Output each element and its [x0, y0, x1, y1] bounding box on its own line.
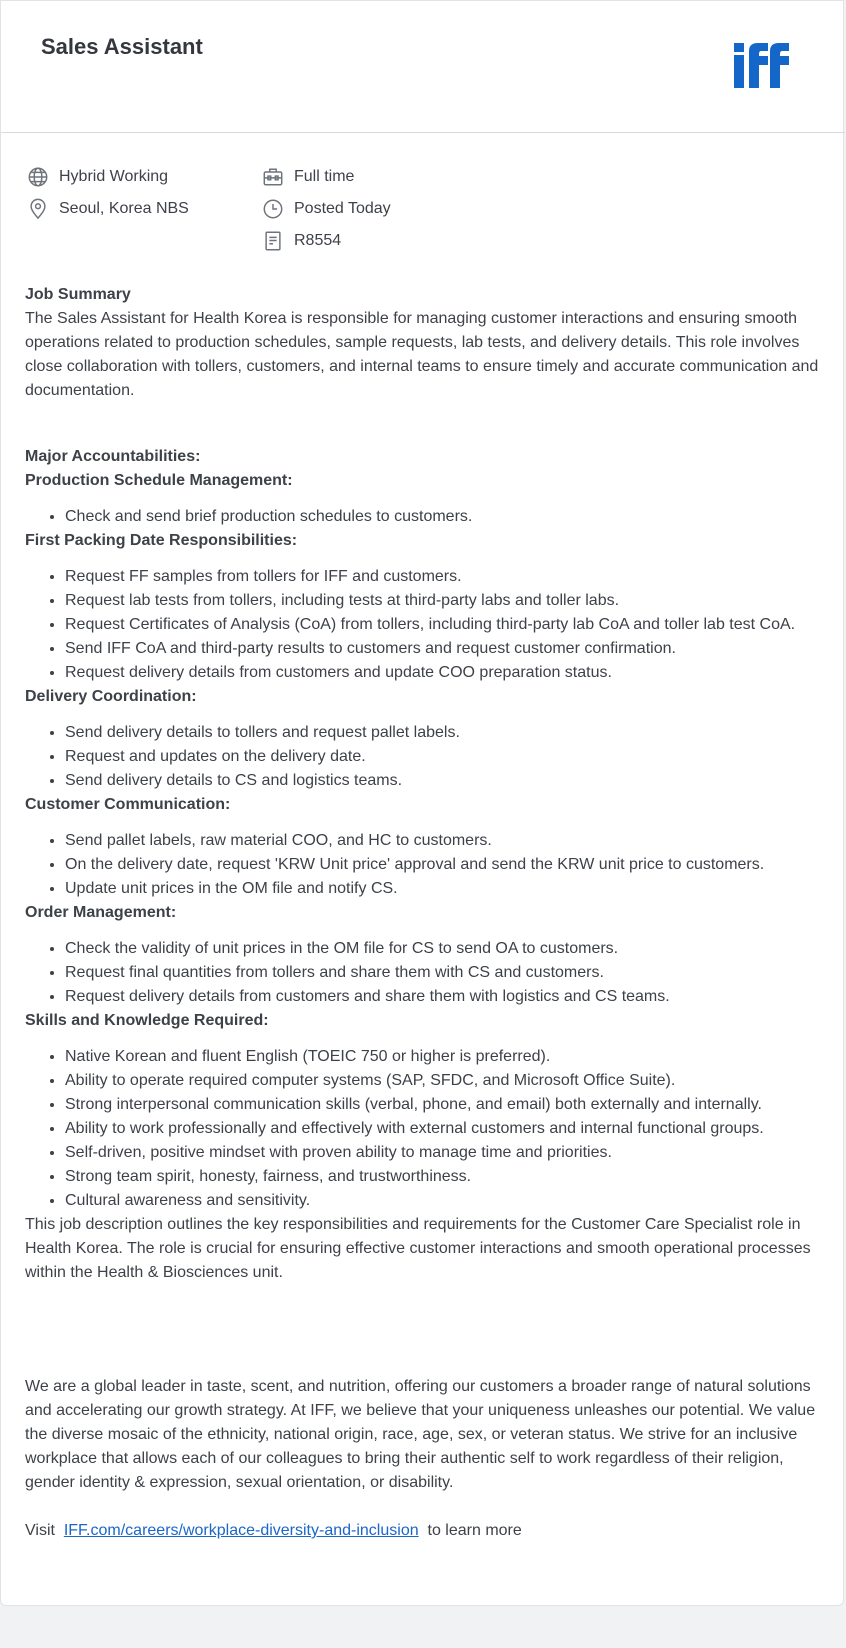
accountability-sections: [25, 469, 825, 1213]
list-item: • Request Certificates of Analysis (CoA) from tollers, including third-party lab CoA and toller lab test CoA.: [65, 613, 825, 637]
job-header: [1, 1, 845, 133]
diversity-inclusion-link[interactable]: IFF.com/careers/workplace-diversity-and-inclusion: [63, 1522, 419, 1539]
list-item: • Ability to work professionally and effectively with external customers and internal functional groups.: [65, 1117, 825, 1141]
section-heading: Production Schedule Management:: [25, 472, 293, 489]
section-list: [25, 565, 825, 685]
requisition-id: [262, 229, 341, 253]
section-list: [25, 721, 825, 793]
section-heading: Delivery Coordination:: [25, 688, 197, 705]
list-item: • Strong team spirit, honesty, fairness, and trustworthiness.: [65, 1165, 825, 1189]
list-item: • Check and send brief production schedules to customers.: [65, 505, 825, 529]
summary-text: The Sales Assistant for Health Korea is responsible for managing customer interactions and ensuring smooth operations related to production schedules, sample requests, lab tests, and delivery details. This role involves close collaboration with tollers, customers, and internal teams to ensure timely and accurate communication and documentation.: [25, 310, 819, 399]
diversity-statement: We are a global leader in taste, scent, and nutrition, offering our customers a broader range of natural solutions and accelerating our growth strategy. At IFF, we believe that your uniqueness unleashes our potential. We value the diverse mosaic of the ethnicity, national origin, race, age, sex, or veteran status. We strive for an inclusive workplace that allows each of our colleagues to bring their authentic self to work regardless of their religion, gender identity & expression, sexual orientation, or disability.: [25, 1378, 816, 1491]
list-item: • Request delivery details from customers and update COO preparation status.: [65, 661, 825, 685]
list-item: • Send pallet labels, raw material COO, and HC to customers.: [65, 829, 825, 853]
work-mode-label: Hybrid Working: [59, 168, 169, 185]
posted-label: Posted Today: [294, 200, 391, 217]
globe-icon: [27, 166, 49, 188]
list-item: • Check the validity of unit prices in the OM file for CS to send OA to customers.: [65, 937, 825, 961]
job-meta: [1, 165, 845, 275]
page-title: Sales Assistant: [41, 34, 203, 59]
section-heading: Order Management:: [25, 904, 177, 921]
job-description: [25, 283, 825, 1543]
section-list: [25, 505, 825, 529]
location-label: Seoul, Korea NBS: [59, 200, 189, 217]
list-item: • Request final quantities from tollers and share them with CS and customers.: [65, 961, 825, 985]
list-item: • Send IFF CoA and third-party results to customers and request customer confirmation.: [65, 637, 825, 661]
list-item: • On the delivery date, request 'KRW Unit price' approval and send the KRW unit price to customers.: [65, 853, 825, 877]
accountabilities-heading: Major Accountabilities:: [25, 448, 201, 465]
iff-logo: [734, 43, 798, 88]
list-item: • Strong interpersonal communication skills (verbal, phone, and email) both externally and internally.: [65, 1093, 825, 1117]
visit-line: [25, 1519, 825, 1543]
list-item: • Send delivery details to tollers and request pallet labels.: [65, 721, 825, 745]
list-item: • Send delivery details to CS and logistics teams.: [65, 769, 825, 793]
list-item: • Cultural awareness and sensitivity.: [65, 1189, 825, 1213]
location-pin-icon: [27, 198, 49, 220]
list-item: • Update unit prices in the OM file and notify CS.: [65, 877, 825, 901]
list-item: • Request and updates on the delivery date.: [65, 745, 825, 769]
visit-prefix: Visit: [25, 1522, 55, 1539]
closing-text: This job description outlines the key responsibilities and requirements for the Customer Care Specialist role in Health Korea. The role is crucial for ensuring effective customer interactions and smooth operational processes within the Health & Biosciences unit.: [25, 1216, 811, 1281]
briefcase-icon: [262, 166, 284, 188]
list-item: • Native Korean and fluent English (TOEIC 750 or higher is preferred).: [65, 1045, 825, 1069]
employment-type-label: Full time: [294, 168, 355, 185]
requisition-id-label: R8554: [294, 232, 342, 249]
posted-date: [262, 197, 391, 221]
list-item: • Ability to operate required computer systems (SAP, SFDC, and Microsoft Office Suite).: [65, 1069, 825, 1093]
work-mode: [27, 165, 168, 189]
list-item: • Request FF samples from tollers for IFF and customers.: [65, 565, 825, 589]
visit-suffix: to learn more: [427, 1522, 522, 1539]
summary-heading: Job Summary: [25, 286, 131, 303]
section-heading: First Packing Date Responsibilities:: [25, 532, 298, 549]
clock-icon: [262, 198, 284, 220]
section-heading: Customer Communication:: [25, 796, 231, 813]
employment-type: [262, 165, 354, 189]
section-list: [25, 829, 825, 901]
list-item: • Self-driven, positive mindset with proven ability to manage time and priorities.: [65, 1141, 825, 1165]
location: [27, 197, 189, 221]
document-icon: [262, 230, 284, 252]
section-list: [25, 937, 825, 1009]
section-heading: Skills and Knowledge Required:: [25, 1012, 269, 1029]
section-list: [25, 1045, 825, 1213]
list-item: • Request lab tests from tollers, including tests at third-party labs and toller labs.: [65, 589, 825, 613]
list-item: • Request delivery details from customers and share them with logistics and CS teams.: [65, 985, 825, 1009]
